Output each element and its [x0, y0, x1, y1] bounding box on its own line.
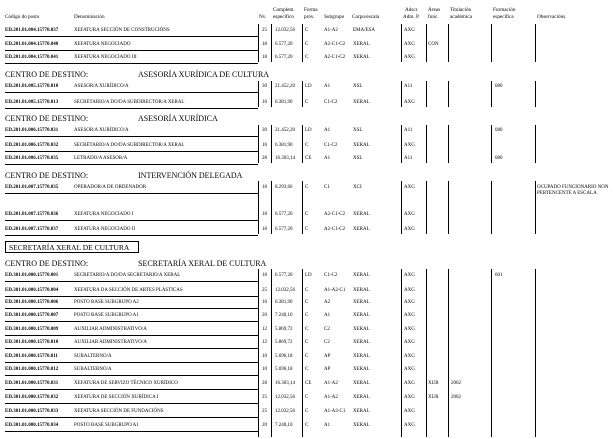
header-titulacion-1: Titulación: [450, 7, 472, 13]
cell-codigo: ED.301.01.000.15770.001: [5, 273, 59, 278]
cell-sub: A1-A2-C1: [324, 288, 346, 293]
cell-corpo: XERAL: [353, 395, 370, 400]
cell-fp: CE: [305, 156, 312, 161]
column-rule: [258, 125, 259, 163]
column-rule: [448, 125, 449, 163]
column-rule: [302, 269, 303, 437]
cell-codigo: ED.301.01.000.15770.009: [5, 327, 59, 332]
cell-codigo: ED.301.01.000.15770.032: [5, 395, 59, 400]
header-titulacion-2: académica: [450, 14, 472, 20]
row-rule: [5, 403, 258, 404]
section-label: CENTRO DE DESTINO:: [5, 70, 89, 79]
column-rule: [401, 269, 402, 437]
column-rule: [302, 24, 303, 62]
column-rule: [535, 125, 536, 163]
cell-fp: C: [305, 100, 309, 105]
header-complemento-2: específico: [273, 14, 295, 20]
cell-comp: 5.696,18: [275, 354, 293, 359]
cell-adm: AXG: [404, 395, 415, 400]
cell-codigo: ED.301.01.000.15770.033: [5, 409, 59, 414]
cell-nv: 12: [262, 327, 267, 332]
cell-nv: 10: [262, 354, 267, 359]
cell-den: XEFATURA DE SERVIZO TÉCNICO XURÍDICO: [74, 381, 178, 386]
cell-corpo: XERAL: [353, 327, 370, 332]
column-rule: [426, 24, 427, 62]
cell-comp: 12.032,56: [275, 409, 295, 414]
column-rule: [426, 181, 427, 234]
cell-fp: C: [305, 367, 309, 372]
cell-adm: AXG: [404, 28, 415, 33]
cell-comp: 5.869,72: [275, 327, 293, 332]
header-denominacion: Denominación: [74, 14, 105, 20]
cell-codigo: ED.201.01.007.15770.035: [5, 185, 59, 190]
header-adscricion-1: Adscr.: [405, 7, 419, 13]
cell-den: XEFATURA SECCIÓN DE CONSTRUCIÓNS: [74, 28, 170, 33]
cell-comp: 12.032,56: [275, 288, 295, 293]
cell-adm: AXG: [404, 313, 415, 318]
cell-comp: 16.303,14: [275, 156, 295, 161]
header-formacion-2: específica: [493, 14, 514, 20]
cell-adm: AXG: [404, 185, 415, 190]
cell-nv: 18: [262, 227, 267, 232]
cell-fp: C: [305, 42, 309, 47]
cell-fp: C: [305, 313, 309, 318]
column-rule: [302, 181, 303, 234]
column-rule: [448, 269, 449, 437]
cell-adm: AXG: [404, 55, 415, 60]
cell-fp: LD: [305, 273, 312, 278]
row-rule: [5, 193, 258, 194]
cell-fp: LD: [305, 128, 312, 133]
row-rule: [5, 108, 258, 109]
cell-comp: 6.577,20: [275, 273, 293, 278]
column-rule: [535, 269, 536, 437]
cell-fp: C: [305, 143, 309, 148]
cell-tit: 2062: [451, 395, 461, 400]
cell-corpo: XERAL: [353, 381, 370, 386]
cell-corpo: XERAL: [353, 227, 370, 232]
cell-nv: 18: [262, 55, 267, 60]
cell-sub: C1-C2: [324, 273, 338, 278]
cell-corpo: XSL: [353, 84, 363, 89]
header-nivel: Nv.: [259, 14, 267, 20]
cell-den: XEFATURA NEGOCIADO III: [74, 55, 137, 60]
cell-comp: 6.381,90: [275, 100, 293, 105]
column-rule: [448, 81, 449, 107]
header-adscricion-2: Adm. P.: [403, 14, 420, 20]
cell-corpo: XERAL: [353, 340, 370, 345]
cell-nv: 30: [262, 84, 267, 89]
row-rule: [5, 164, 258, 165]
cell-den: SECRETARIO/A DO/DA SECRETARIO/A XERAL: [74, 273, 181, 278]
cell-sub: C2: [324, 340, 330, 345]
cell-den: POSTO BASE SUBGRUPO A1: [74, 313, 139, 318]
cell-den: XEFATURA DA SECCIÓN DE ARTES PLÁSTICAS: [74, 288, 183, 293]
cell-codigo: ED.301.01.000.15770.006: [5, 300, 59, 305]
column-rule: [491, 24, 492, 62]
cell-form: 080: [495, 128, 503, 133]
cell-fp: C: [305, 212, 309, 217]
cell-sub: A1: [324, 423, 331, 428]
cell-sub: A1: [324, 84, 331, 89]
row-rule: [5, 321, 258, 322]
cell-sub: AP: [324, 367, 331, 372]
section-banner: SECRETARÍA XERAL DE CULTURA: [5, 241, 139, 253]
cell-codigo: ED.301.01.000.15770.012: [5, 367, 59, 372]
cell-fp: C: [305, 423, 309, 428]
section-label: CENTRO DE DESTINO:: [5, 114, 89, 123]
cell-nv: 25: [262, 28, 267, 33]
cell-adm: AXG: [404, 340, 415, 345]
cell-fp: C: [305, 327, 309, 332]
cell-comp: 21.452,20: [275, 128, 295, 133]
column-rule: [258, 81, 259, 107]
row-rule: [5, 235, 258, 236]
cell-adm: AXG: [404, 327, 415, 332]
cell-den: SECRETARIO/A DO/DA SUBDIRECTOR/A XERAL: [74, 100, 185, 105]
cell-corpo: XERAL: [353, 42, 370, 47]
cell-den: ASESOR/A XURÍDICO/A: [74, 128, 129, 133]
cell-corpo: XERAL: [353, 55, 370, 60]
section-name: SECRETARÍA XERAL DE CULTURA: [138, 259, 267, 268]
cell-area: XUR: [428, 395, 439, 400]
cell-fp: C: [305, 288, 309, 293]
header-codigo: Código do posto: [5, 14, 40, 20]
cell-nv: 18: [262, 185, 267, 190]
column-rule: [426, 125, 427, 163]
column-rule: [401, 181, 402, 234]
cell-nv: 25: [262, 409, 267, 414]
cell-sub: A1-A2: [324, 28, 338, 33]
column-rule: [448, 24, 449, 62]
cell-tit: 2062: [451, 381, 461, 386]
cell-den: XEFATURA NEGOCIADO I: [74, 212, 134, 217]
column-rule: [426, 81, 427, 107]
row-rule: [5, 375, 258, 376]
cell-corpo: XERAL: [353, 354, 370, 359]
cell-corpo: XERAL: [353, 300, 370, 305]
column-rule: [271, 181, 272, 234]
cell-nv: 16: [262, 300, 267, 305]
cell-fp: C: [305, 55, 309, 60]
column-rule: [535, 181, 536, 234]
header-observacions: Observacións: [537, 14, 566, 20]
cell-corpo: XERAL: [353, 288, 370, 293]
cell-fp: C: [305, 227, 309, 232]
cell-form: 601: [495, 273, 503, 278]
cell-fp: C: [305, 185, 309, 190]
column-rule: [271, 24, 272, 62]
row-rule: [5, 136, 258, 137]
cell-comp: 12.032,56: [275, 395, 295, 400]
column-rule: [271, 81, 272, 107]
cell-nv: 18: [262, 273, 267, 278]
cell-fp: C: [305, 340, 309, 345]
cell-sub: C1: [324, 185, 330, 190]
cell-corpo: XERAL: [353, 273, 370, 278]
cell-nv: 20: [262, 313, 267, 318]
cell-sub: A1-A2: [324, 395, 338, 400]
column-rule: [258, 269, 259, 437]
cell-codigo: ED.201.01.006.15770.032: [5, 143, 59, 148]
cell-nv: 12: [262, 340, 267, 345]
cell-codigo: ED.301.01.000.15770.004: [5, 288, 59, 293]
cell-sub: C2: [324, 327, 330, 332]
cell-comp: 6.577,20: [275, 42, 293, 47]
cell-nv: 28: [262, 381, 267, 386]
cell-fp: C: [305, 395, 309, 400]
cell-sub: A2-C1-C2: [324, 227, 346, 232]
cell-comp: 5.869,72: [275, 340, 293, 345]
cell-codigo: ED.301.01.000.15770.007: [5, 313, 59, 318]
cell-nv: 10: [262, 367, 267, 372]
cell-den: OPERADOR/A DE ORDENADOR: [74, 185, 147, 190]
cell-comp: 6.381,90: [275, 300, 293, 305]
cell-area: XUR: [428, 381, 439, 386]
section-label: CENTRO DE DESTINO:: [5, 171, 89, 180]
cell-codigo: ED.201.01.005.15770.010: [5, 84, 59, 89]
column-rule: [535, 24, 536, 62]
cell-nv: 16: [262, 100, 267, 105]
column-rule: [302, 125, 303, 163]
cell-sub: C1-C2: [324, 143, 338, 148]
cell-adm: A11: [404, 156, 413, 161]
cell-sub: A2-C1-C2: [324, 55, 346, 60]
cell-corpo: XSL: [353, 156, 363, 161]
cell-codigo: ED.201.01.004.15770.040: [5, 42, 59, 47]
cell-codigo: ED.201.01.005.15770.013: [5, 100, 59, 105]
section-name: ASESORÍA XURÍDICA: [138, 114, 218, 123]
cell-nv: 18: [262, 42, 267, 47]
cell-den: SECRETARIO/A DO/DA SUBDIRECTOR/A XERAL: [74, 143, 185, 148]
column-rule: [491, 125, 492, 163]
cell-den: SUBALTERNO/A: [74, 354, 112, 359]
row-rule: [5, 362, 258, 363]
cell-corpo: XERAL: [353, 212, 370, 217]
cell-fp: C: [305, 354, 309, 359]
row-rule: [5, 308, 258, 309]
cell-adm: AXG: [404, 143, 415, 148]
cell-corpo: XERAL: [353, 409, 370, 414]
header-forma-2: prov.: [304, 14, 315, 20]
cell-nv: 20: [262, 423, 267, 428]
row-rule: [5, 151, 258, 152]
cell-adm: AXG: [404, 100, 415, 105]
cell-comp: 6.577,20: [275, 227, 293, 232]
column-rule: [401, 24, 402, 62]
row-rule: [5, 431, 258, 432]
cell-den: AUXILIAR ADMINISTRATIVO/A: [74, 327, 147, 332]
cell-nv: 28: [262, 156, 267, 161]
cell-den: ASESOR/A XURÍDICO/A: [74, 84, 129, 89]
row-rule: [5, 281, 258, 282]
cell-comp: 7.240,10: [275, 313, 293, 318]
cell-fp: C: [305, 409, 309, 414]
cell-sub: A2: [324, 300, 331, 305]
cell-sub: A2-C1-C2: [324, 42, 346, 47]
cell-fp: CE: [305, 381, 312, 386]
cell-sub: A2-C1-C2: [324, 212, 346, 217]
cell-adm: AXG: [404, 367, 415, 372]
column-rule: [491, 269, 492, 437]
row-rule: [5, 417, 258, 418]
cell-den: XEFATURA NEGOCIADO: [74, 42, 131, 47]
cell-adm: A11: [404, 128, 413, 133]
cell-comp: 16.303,14: [275, 381, 295, 386]
cell-den: POSTO BASE SUBGRUPO A2: [74, 300, 139, 305]
column-rule: [271, 125, 272, 163]
cell-den: XEFATURA DE SECCIÓN XURÍDICA I: [74, 395, 159, 400]
row-rule: [5, 296, 258, 297]
column-rule: [448, 181, 449, 234]
cell-adm: AXG: [404, 409, 415, 414]
cell-fp: C: [305, 28, 309, 33]
cell-adm: AXG: [404, 354, 415, 359]
column-rule: [401, 125, 402, 163]
cell-sub: A1: [324, 156, 331, 161]
cell-den: XEFATURA SECCIÓN DE FUNDACIÓNS: [74, 409, 164, 414]
section-label: CENTRO DE DESTINO:: [5, 259, 89, 268]
cell-obs: OCUPADO FUNCIONARIO NON PERTENCENTE A ESCALA: [537, 185, 609, 196]
header-subgrupo: Subgrupo: [324, 14, 345, 20]
cell-adm: AXG: [404, 381, 415, 386]
cell-comp: 6.577,20: [275, 212, 293, 217]
cell-codigo: ED.201.01.007.15770.036: [5, 212, 59, 217]
cell-comp: 5.696,18: [275, 367, 293, 372]
cell-fp: C: [305, 300, 309, 305]
column-rule: [426, 269, 427, 437]
cell-den: XEFATURA NEGOCIADO II: [74, 227, 136, 232]
cell-nv: 25: [262, 395, 267, 400]
cell-codigo: ED.301.01.000.15770.011: [5, 354, 58, 359]
cell-sub: C1-C2: [324, 100, 338, 105]
column-rule: [302, 81, 303, 107]
row-rule: [5, 348, 258, 349]
cell-comp: 21.452,20: [275, 84, 295, 89]
cell-corpo: XSL: [353, 128, 363, 133]
cell-den: LETRADO/A ASESOR/A: [74, 156, 128, 161]
cell-sub: AP: [324, 354, 331, 359]
header-areas-2: func.: [428, 14, 439, 20]
cell-form: 080: [495, 84, 503, 89]
row-rule: [5, 220, 258, 221]
cell-adm: AXG: [404, 300, 415, 305]
cell-codigo: ED.201.01.006.15770.031: [5, 128, 59, 133]
cell-adm: AXG: [404, 227, 415, 232]
cell-sub: A1: [324, 313, 331, 318]
cell-codigo: ED.301.01.000.15770.010: [5, 340, 59, 345]
cell-corpo: XERAL: [353, 143, 370, 148]
row-rule: [5, 335, 258, 336]
header-forma-1: Forma: [304, 7, 318, 13]
cell-corpo: EMA/ESA: [353, 28, 375, 33]
column-rule: [401, 81, 402, 107]
cell-nv: 18: [262, 212, 267, 217]
cell-adm: AXG: [404, 288, 415, 293]
cell-den: AUXILIAR ADMINISTRATIVO/A: [74, 340, 147, 345]
column-rule: [258, 181, 259, 234]
cell-den: SUBALTERNO/A: [74, 367, 112, 372]
cell-den: POSTO BASE SUBGRUPO A1: [74, 423, 139, 428]
cell-comp: 7.240,10: [275, 423, 293, 428]
cell-corpo: XERAL: [353, 423, 370, 428]
column-rule: [271, 269, 272, 437]
cell-codigo: ED.301.01.000.15770.034: [5, 423, 59, 428]
cell-area: CON: [428, 42, 439, 47]
cell-codigo: ED.201.01.004.15770.037: [5, 28, 59, 33]
header-complemento-1: Complem.: [273, 7, 295, 13]
header-formacion-1: Formación: [493, 7, 516, 13]
header-corpo: Corpo/escala: [352, 14, 380, 20]
cell-adm: AXG: [404, 273, 415, 278]
column-rule: [491, 181, 492, 234]
section-name: ASESORÍA XURÍDICA DE CULTURA: [138, 70, 270, 79]
cell-sub: A1: [324, 128, 331, 133]
cell-adm: AXG: [404, 423, 415, 428]
cell-nv: 16: [262, 143, 267, 148]
cell-codigo: ED.201.01.007.15770.037: [5, 227, 59, 232]
cell-codigo: ED.201.01.006.15770.035: [5, 156, 59, 161]
row-rule: [5, 92, 258, 93]
cell-corpo: XERAL: [353, 100, 370, 105]
cell-corpo: XERAL: [353, 367, 370, 372]
column-rule: [491, 81, 492, 107]
column-rule: [258, 24, 259, 62]
cell-corpo: XERAL: [353, 313, 370, 318]
cell-codigo: ED.201.01.004.15770.041: [5, 55, 59, 60]
section-name: INTERVENCIÓN DELEGADA: [138, 171, 243, 180]
cell-nv: 25: [262, 288, 267, 293]
cell-nv: 30: [262, 128, 267, 133]
cell-comp: 8.293,66: [275, 185, 293, 190]
cell-adm: AXG: [404, 212, 415, 217]
row-rule: [5, 36, 258, 37]
header-areas-1: Áreas: [428, 7, 441, 13]
cell-corpo: XCI: [353, 185, 362, 190]
cell-fp: LD: [305, 84, 312, 89]
cell-comp: 6.381,90: [275, 143, 293, 148]
column-rule: [535, 81, 536, 107]
cell-codigo: ED.301.01.000.15770.031: [5, 381, 59, 386]
cell-comp: 12.032,56: [275, 28, 295, 33]
row-rule: [5, 389, 258, 390]
cell-sub: A1-A2-C1: [324, 409, 346, 414]
row-rule: [5, 63, 258, 64]
cell-adm: A11: [404, 84, 413, 89]
cell-form: 080: [495, 156, 503, 161]
cell-adm: AXG: [404, 42, 415, 47]
cell-sub: A1-A2: [324, 381, 338, 386]
row-rule: [5, 50, 258, 51]
cell-comp: 6.577,20: [275, 55, 293, 60]
